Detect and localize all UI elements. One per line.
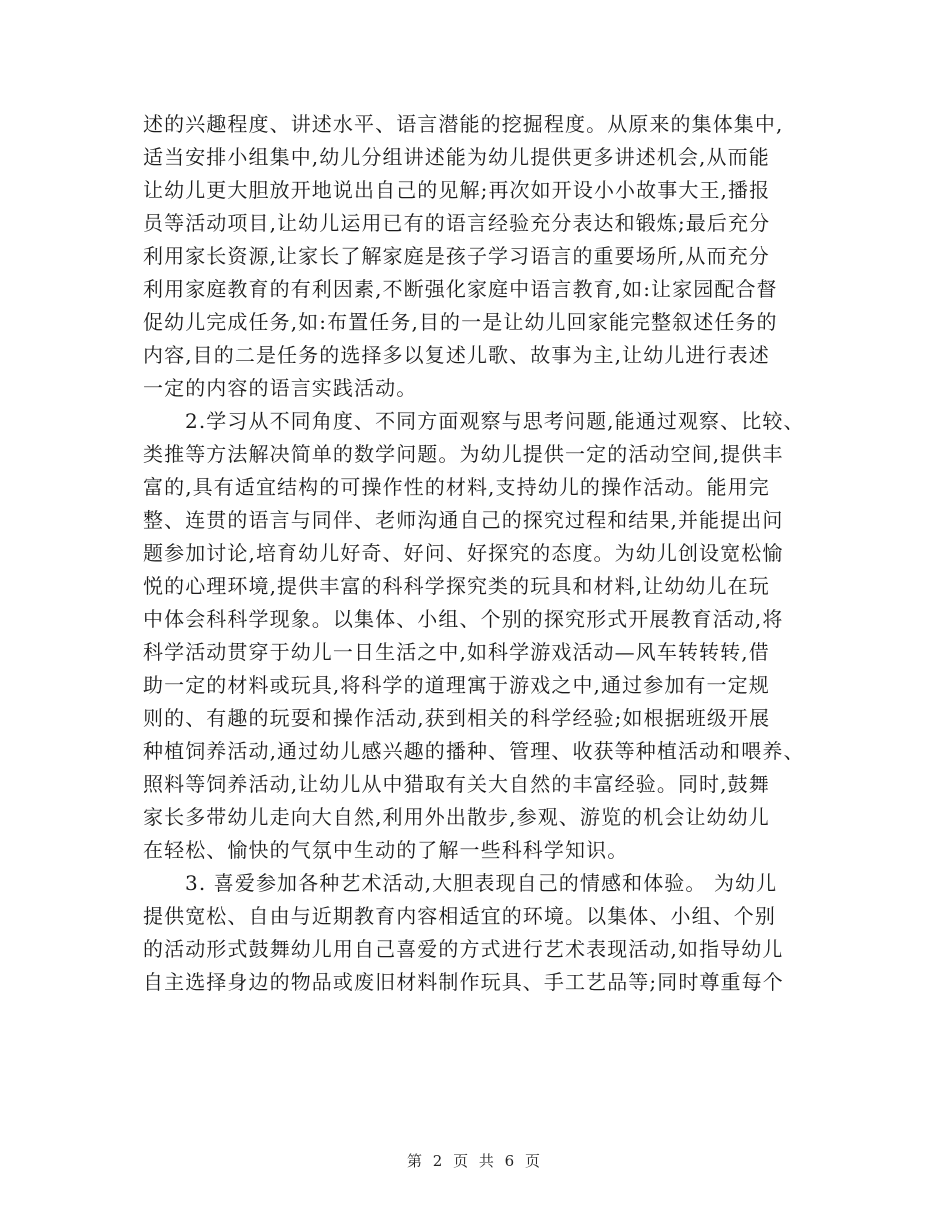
text-line: 助一定的材料或玩具,将科学的道理寓于游戏之中,通过参加有一定规 — [143, 673, 770, 697]
page-number-footer: 第 2 页 共 6 页 — [407, 1152, 543, 1170]
text-line: 适当安排小组集中,幼儿分组讲述能为幼儿提供更多讲述机会,从而能 — [143, 145, 770, 169]
text-line: 则的、有趣的玩耍和操作活动,获到相关的科学经验;如根据班级开展 — [143, 706, 771, 730]
body-text — [143, 108, 823, 999]
text-line: 的活动形式鼓舞幼儿用自己喜爱的方式进行艺术表现活动,如指导幼儿 — [143, 937, 784, 961]
text-line: 种植饲养活动,通过幼儿感兴趣的播种、管理、收获等种植活动和喂养、 — [143, 739, 805, 763]
text-line: 员等活动项目,让幼儿运用已有的语言经验充分表达和锻炼;最后充分 — [143, 211, 771, 235]
text-line: 家长多带幼儿走向大自然,利用外出散步,参观、游览的机会让幼幼儿 — [143, 805, 770, 829]
text-line: 提供宽松、自由与近期教育内容相适宜的环境。以集体、小组、个别 — [143, 904, 776, 928]
text-line: 类推等方法解决简单的数学问题。为幼儿提供一定的活动空间,提供丰 — [143, 442, 784, 466]
text-line: 内容,目的二是任务的选择多以复述儿歌、故事为主,让幼儿进行表述 — [143, 343, 770, 367]
text-line: 富的,具有适宜结构的可操作性的材料,支持幼儿的操作活动。能用完 — [143, 475, 770, 499]
text-line: 题参加讨论,培育幼儿好奇、好问、好探究的态度。为幼儿创设宽松愉 — [143, 541, 784, 565]
text-line: 在轻松、愉快的气氛中生动的了解一些科科学知识。 — [143, 838, 629, 862]
text-line: 利用家庭教育的有利因素,不断强化家庭中语言教育,如:让家园配合督 — [143, 277, 778, 301]
text-line: 科学活动贯穿于幼儿一日生活之中,如科学游戏活动—风车转转转,借 — [143, 640, 770, 664]
text-line: 照料等饲养活动,让幼儿从中猎取有关大自然的丰富经验。同时,鼓舞 — [143, 772, 770, 796]
paragraph-start-line: 3. 喜爱参加各种艺术活动,大胆表现自己的情感和体验。 为幼儿 — [185, 871, 778, 895]
text-line: 自主选择身边的物品或废旧材料制作玩具、手工艺品等;同时尊重每个 — [143, 970, 784, 994]
text-line: 悦的心理环境,提供丰富的科科学探究类的玩具和材料,让幼幼儿在玩 — [143, 574, 770, 598]
text-line: 利用家长资源,让家长了解家庭是孩子学习语言的重要场所,从而充分 — [143, 244, 770, 268]
text-line: 一定的内容的语言实践活动。 — [143, 376, 418, 400]
text-line: 让幼儿更大胆放开地说出自己的见解;再次如开设小小故事大王,播报 — [143, 178, 771, 202]
text-line: 述的兴趣程度、讲述水平、语言潜能的挖掘程度。从原来的集体集中, — [143, 112, 784, 136]
paragraph-start-line: 2.学习从不同角度、不同方面观察与思考问题,能通过观察、比较、 — [185, 409, 805, 433]
text-line: 促幼儿完成任务,如:布置任务,目的一是让幼儿回家能完整叙述任务的 — [143, 310, 778, 334]
text-line: 中体会科科学现象。以集体、小组、个别的探究形式开展教育活动,将 — [143, 607, 784, 631]
text-line: 整、连贯的语言与同伴、老师沟通自己的探究过程和结果,并能提出问 — [143, 508, 784, 532]
